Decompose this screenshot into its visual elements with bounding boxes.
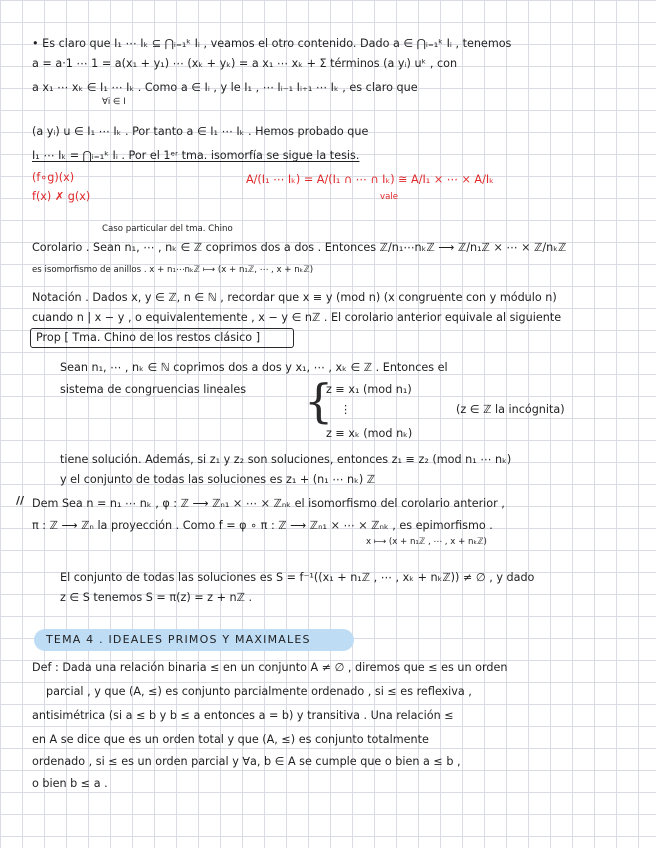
text-line: a x₁ ⋯ xₖ ∈ I₁ ⋯ Iₖ . Como a ∈ Iᵢ , y le I₁ , ⋯ Iᵢ₋₁ Iᵢ₊₁ ⋯ Iₖ , es claro que bbox=[32, 81, 418, 94]
text-line: antisimétrica (si a ≤ b y b ≤ a entonces a = b) y transitiva . Una relación ≤ bbox=[32, 709, 454, 722]
text-line: Notación . Dados x, y ∈ ℤ, n ∈ ℕ , recordar que x ≡ y (mod n) (x congruente con y módulo n) bbox=[32, 291, 557, 304]
text-line: • Es claro que I₁ ⋯ Iₖ ⊆ ⋂ᵢ₌₁ᵏ Iᵢ , veamos el otro contenido. Dado a ∈ ⋂ᵢ₌₁ᵏ Iᵢ , tenemos bbox=[32, 37, 512, 50]
red-annotation: (f∘g)(x) bbox=[32, 171, 75, 184]
red-note: vale bbox=[380, 192, 399, 202]
text-line: I₁ ⋯ Iₖ = ⋂ᵢ₌₁ᵏ Iᵢ . Por el 1ᵉʳ tma. isomorfía se sigue la tesis. bbox=[32, 149, 360, 162]
text-line: cuando n | x − y , o equivalentemente , x − y ∈ nℤ . El corolario anterior equivale al siguiente bbox=[32, 311, 562, 324]
system-eq: z ≡ x₁ (mod n₁) bbox=[326, 383, 412, 396]
text-line: Sean n₁, ⋯ , nₖ ∈ ℕ coprimos dos a dos y x₁, ⋯ , xₖ ∈ ℤ . Entonces el bbox=[60, 361, 448, 374]
red-annotation: f(x) ✗ g(x) bbox=[32, 190, 91, 203]
text-line: ordenado , si ≤ es un orden parcial y ∀a, b ∈ A se cumple que o bien a ≤ b , bbox=[32, 755, 461, 768]
prop-title: Prop [ Tma. Chino de los restos clásico ] bbox=[36, 331, 261, 344]
system-note: (z ∈ ℤ la incógnita) bbox=[456, 403, 565, 416]
text-line: es isomorfismo de anillos . x + n₁⋯nₖℤ ⟼ (x + n₁ℤ, ⋯ , x + nₖℤ) bbox=[32, 265, 314, 275]
text-line: Def : Dada una relación binaria ≤ en un conjunto A ≠ ∅ , diremos que ≤ es un orden bbox=[32, 661, 508, 674]
small-heading: Caso particular del tma. Chino bbox=[102, 224, 233, 234]
proof-mark: // bbox=[16, 494, 25, 507]
text-line: sistema de congruencias lineales bbox=[60, 383, 247, 396]
subscript-note: ∀i ∈ I bbox=[102, 97, 126, 107]
text-line: x ⟼ (x + n₁ℤ , ⋯ , x + nₖℤ) bbox=[366, 537, 487, 547]
text-line: parcial , y que (A, ≤) es conjunto parcialmente ordenado , si ≤ es reflexiva , bbox=[46, 685, 472, 698]
text-line: o bien b ≤ a . bbox=[32, 777, 108, 790]
text-line: z ∈ S tenemos S = π(z) = z + nℤ . bbox=[60, 591, 253, 604]
text-line: en A se dice que es un orden total y que (A, ≤) es conjunto totalmente bbox=[32, 733, 429, 746]
system-eq: z ≡ xₖ (mod nₖ) bbox=[326, 427, 413, 440]
system-eq: ⋮ bbox=[340, 403, 352, 416]
section-heading: TEMA 4 . IDEALES PRIMOS Y MAXIMALES bbox=[46, 633, 311, 646]
text-line: π : ℤ ⟶ ℤₙ la proyección . Como f = φ ∘ π : ℤ ⟶ ℤₙ₁ × ⋯ × ℤₙₖ , es epimorfismo . bbox=[32, 519, 493, 532]
text-line: tiene solución. Además, si z₁ y z₂ son soluciones, entonces z₁ ≡ z₂ (mod n₁ ⋯ nₖ) bbox=[60, 453, 512, 466]
system-brace: { bbox=[304, 374, 334, 428]
text-line: Dem Sea n = n₁ ⋯ nₖ , φ : ℤ ⟶ ℤₙ₁ × ⋯ × ℤₙₖ el isomorfismo del corolario anterior , bbox=[32, 497, 505, 510]
text-line: El conjunto de todas las soluciones es S = f⁻¹((x₁ + n₁ℤ , ⋯ , xₖ + nₖℤ)) ≠ ∅ , y dado bbox=[60, 571, 535, 584]
text-line: Corolario . Sean n₁, ⋯ , nₖ ∈ ℤ coprimos dos a dos . Entonces ℤ/n₁⋯nₖℤ ⟶ ℤ/n₁ℤ × ⋯ × ℤ/nₖℤ bbox=[32, 241, 567, 254]
text-line: (a yᵢ) u ∈ I₁ ⋯ Iₖ . Por tanto a ∈ I₁ ⋯ Iₖ . Hemos probado que bbox=[32, 125, 369, 138]
text-line: a = a·1 ⋯ 1 = a(x₁ + y₁) ⋯ (xₖ + yₖ) = a x₁ ⋯ xₖ + Σ términos (a yᵢ) uᵏ , con bbox=[32, 57, 458, 70]
red-formula: A/(I₁ ⋯ Iₖ) = A/(I₁ ∩ ⋯ ∩ Iₖ) ≅ A/I₁ × ⋯ × A/Iₖ bbox=[246, 173, 494, 186]
text-line: y el conjunto de todas las soluciones es z₁ + (n₁ ⋯ nₖ) ℤ bbox=[60, 473, 376, 486]
